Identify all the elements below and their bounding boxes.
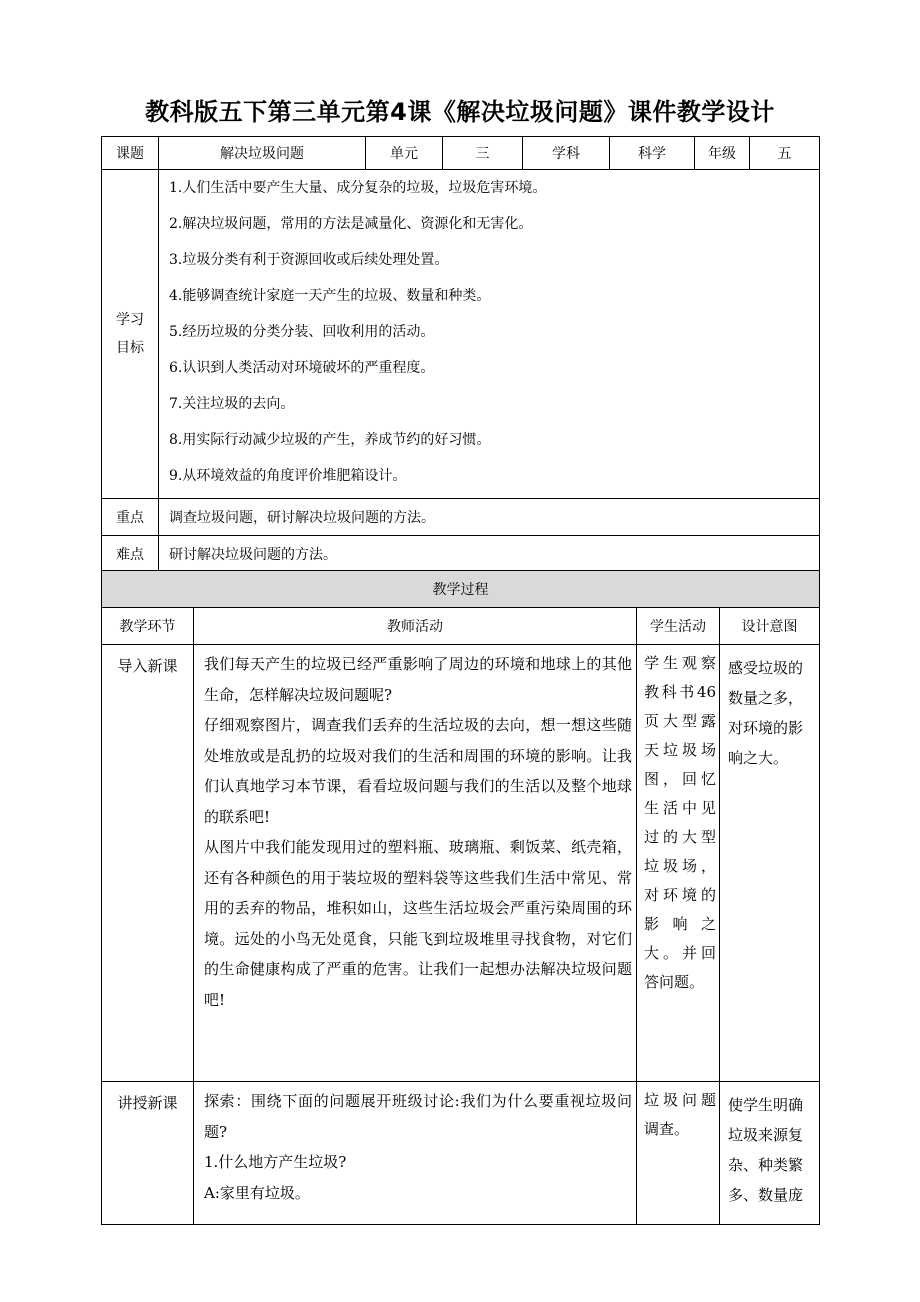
teacher-paragraph: 探索：围绕下面的问题展开班级讨论:我们为什么要重视垃圾问题?: [204, 1092, 632, 1141]
key-point-label: 重点: [102, 499, 159, 536]
objective-item: 6.认识到人类活动对环境破坏的严重程度。: [169, 360, 435, 376]
objectives-label-line2: 目标: [116, 340, 144, 356]
subject-value: 科学: [610, 137, 695, 170]
objective-item: 5.经历垃圾的分类分装、回收利用的活动。: [169, 324, 435, 340]
grade-label: 年级: [695, 137, 750, 170]
intro-row: [102, 645, 820, 1082]
column-header-stage: 教学环节: [102, 608, 194, 645]
teacher-paragraph: 仔细观察图片，调查我们丢弃的生活垃圾的去向，想一想这些随处堆放或是乱扔的垃圾对我们的生活和周围的环境的影响。让我们认真地学习本节课，看看垃圾问题与我们的生活以及整个地球的联系吧!: [204, 716, 632, 826]
topic-value: 解决垃圾问题: [159, 137, 366, 170]
objectives-label: [102, 170, 159, 499]
objective-item: 8.用实际行动减少垃圾的产生，养成节约的好习惯。: [169, 432, 491, 448]
unit-value: 三: [443, 137, 523, 170]
subject-label: 学科: [523, 137, 610, 170]
column-header-design: 设计意图: [720, 608, 820, 645]
header-row: [102, 137, 820, 170]
objectives-row: [102, 170, 820, 499]
teacher-paragraph: 我们每天产生的垃圾已经严重影响了周边的环境和地球上的其他生命，怎样解决垃圾问题呢?: [204, 655, 632, 704]
objective-item: 2.解决垃圾问题，常用的方法是减量化、资源化和无害化。: [169, 216, 533, 232]
teacher-paragraph: 从图片中我们能发现用过的塑料瓶、玻璃瓶、剩饭菜、纸壳箱，还有各种颜色的用于装垃圾的塑料袋等这些我们生活中常见、常用的丢弃的物品，堆积如山，这些生活垃圾会严重污染周围的环境。远处的小鸟无处觅食，只能飞到垃圾堆里寻找食物，对它们的生命健康构成了严重的危害。让我们一起想办法解决垃圾问题吧!: [204, 838, 632, 1009]
document-title: 教科版五下第三单元第4课《解决垃圾问题》课件教学设计: [145, 98, 775, 126]
key-point-value: 调查垃圾问题，研讨解决垃圾问题的方法。: [159, 499, 820, 536]
intro-teacher-activity: [194, 645, 637, 1082]
column-header-teacher: 教师活动: [194, 608, 637, 645]
new-lesson-student-activity: 垃圾问题调查。: [637, 1082, 720, 1225]
objectives-list: [159, 170, 820, 499]
unit-label: 单元: [366, 137, 443, 170]
teacher-paragraph: 1.什么地方产生垃圾?: [204, 1153, 347, 1171]
process-heading: 教学过程: [102, 571, 820, 608]
intro-student-activity: 学生观察教科书46页大型露天垃圾场图，回忆生活中见过的大型垃圾场，对环境的影响之大。并回答问题。: [637, 645, 720, 1082]
key-point-row: [102, 499, 820, 536]
difficulty-row: [102, 536, 820, 573]
intro-stage: 导入新课: [102, 645, 194, 1082]
objective-item: 3.垃圾分类有利于资源回收或后续处理处置。: [169, 252, 449, 268]
objectives-label-line1: 学习: [116, 312, 144, 328]
column-header-student: 学生活动: [637, 608, 720, 645]
difficulty-value: 研讨解决垃圾问题的方法。: [159, 536, 820, 573]
new-lesson-row: [102, 1082, 820, 1225]
objective-item: 7.关注垃圾的去向。: [169, 396, 295, 412]
intro-design-intent: 感受垃圾的数量之多，对环境的影响之大。: [720, 645, 820, 1082]
process-column-headers: [102, 608, 820, 645]
teacher-paragraph: A:家里有垃圾。: [204, 1183, 310, 1202]
teaching-process-table: [101, 570, 820, 1225]
new-lesson-teacher-activity: [194, 1082, 637, 1225]
difficulty-label: 难点: [102, 536, 159, 573]
new-lesson-stage: 讲授新课: [102, 1082, 194, 1225]
grade-value: 五: [750, 137, 820, 170]
objective-item: 4.能够调查统计家庭一天产生的垃圾、数量和种类。: [169, 288, 491, 304]
topic-label: 课题: [102, 137, 159, 170]
new-lesson-design-intent: 使学生明确垃圾来源复杂、种类繁多、数量庞: [720, 1082, 820, 1225]
lesson-info-table: [101, 136, 820, 573]
objective-item: 9.从环境效益的角度评价堆肥箱设计。: [169, 468, 407, 484]
process-heading-row: [102, 571, 820, 608]
objective-item: 1.人们生活中要产生大量、成分复杂的垃圾，垃圾危害环境。: [169, 180, 547, 196]
